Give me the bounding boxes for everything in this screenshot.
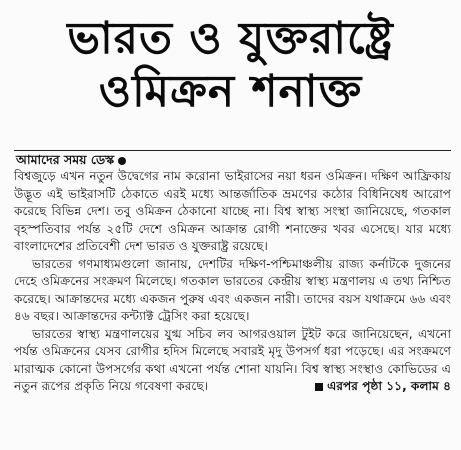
headline-line-2: ওমিক্রন শনাক্ত (98, 66, 363, 118)
paragraph-3 (14, 326, 451, 396)
paragraph-3-text: ভারতের স্বাস্থ্য মন্ত্রণালয়ের যুগ্ম সচিব লব আগরওয়াল টুইট করে জানিয়েছেন, এখনো পর্যন্ত ওমিক্রনের যেসব রোগীর হদিস মিলেছে সবারই মৃদু উপসর্গ ধরা পড়েছে। এর সংক্রমণে মারাত্মক কোনো উপসর্গের কথা এখনো পর্যন্ত শোনা যায়নি। বিশ্ব স্বাস্থ্য সংস্থাও কোভিডের এ নতুন রূপের প্রকৃতি নিয়ে গবেষণা করছে। (14, 326, 451, 393)
headline (0, 0, 461, 117)
article-body (14, 168, 451, 396)
byline-text: আমাদের সময় ডেস্ক (16, 152, 115, 167)
paragraph-1: বিশ্বজুড়ে এখন নতুন উদ্বেগের নাম করোনা ভাইরাসের নয়া ধরন ওমিক্রন। দক্ষিণ আফ্রিকায় উদ্ভূত এই ভাইরাসটি ঠেকাতে এরই মধ্যে আন্তর্জাতিক ভ্রমণের কঠোর বিধিনিষেধ আরোপ করেছে বিভিন্ন দেশ। তবু ওমিক্রন ঠেকানো যাচ্ছে না। বিশ্ব স্বাস্থ্য সংস্থা জানিয়েছে, গতকাল বৃহস্পতিবার পর্যন্ত ২৫টি দেশে ওমিক্রন আক্রান্ত রোগী শনাক্তের খবর এসেছে। যার মধ্যে বাংলাদেশের প্রতিবেশী দেশ ভারত ও যুক্তরাষ্ট্র রয়েছে। (14, 169, 451, 253)
paragraph-2: ভারতের গণমাধ্যমগুলো জানায়, দেশটির দক্ষিণ-পশ্চিমাঞ্চলীয় রাজ্য কর্নাটকে দুজনের দেহে ওমিক্রনের সংক্রমণ মিলেছে। গতকাল ভারতের কেন্দ্রীয় স্বাস্থ্য মন্ত্রণালয় এ তথ্য নিশ্চিত করেছে। আক্রান্তদের মধ্যে একজন পুরুষ এবং একজন নারী। তাদের বয়স যথাক্রমে ৬৬ এবং ৪৬ বছর। আক্রান্তদের কন্ট্যাক্ট ট্রেসিং করা হয়েছে। (14, 256, 451, 323)
continuation-note (297, 378, 451, 396)
continuation-text: এরপর পৃষ্ঠা ১১, কলাম ৪ (327, 379, 451, 393)
square-bullet-icon (315, 383, 323, 391)
headline-line-1: ভারত ও যুক্তরাষ্ট্রে (67, 13, 394, 64)
divider (14, 150, 451, 151)
bullet-icon (118, 157, 126, 165)
